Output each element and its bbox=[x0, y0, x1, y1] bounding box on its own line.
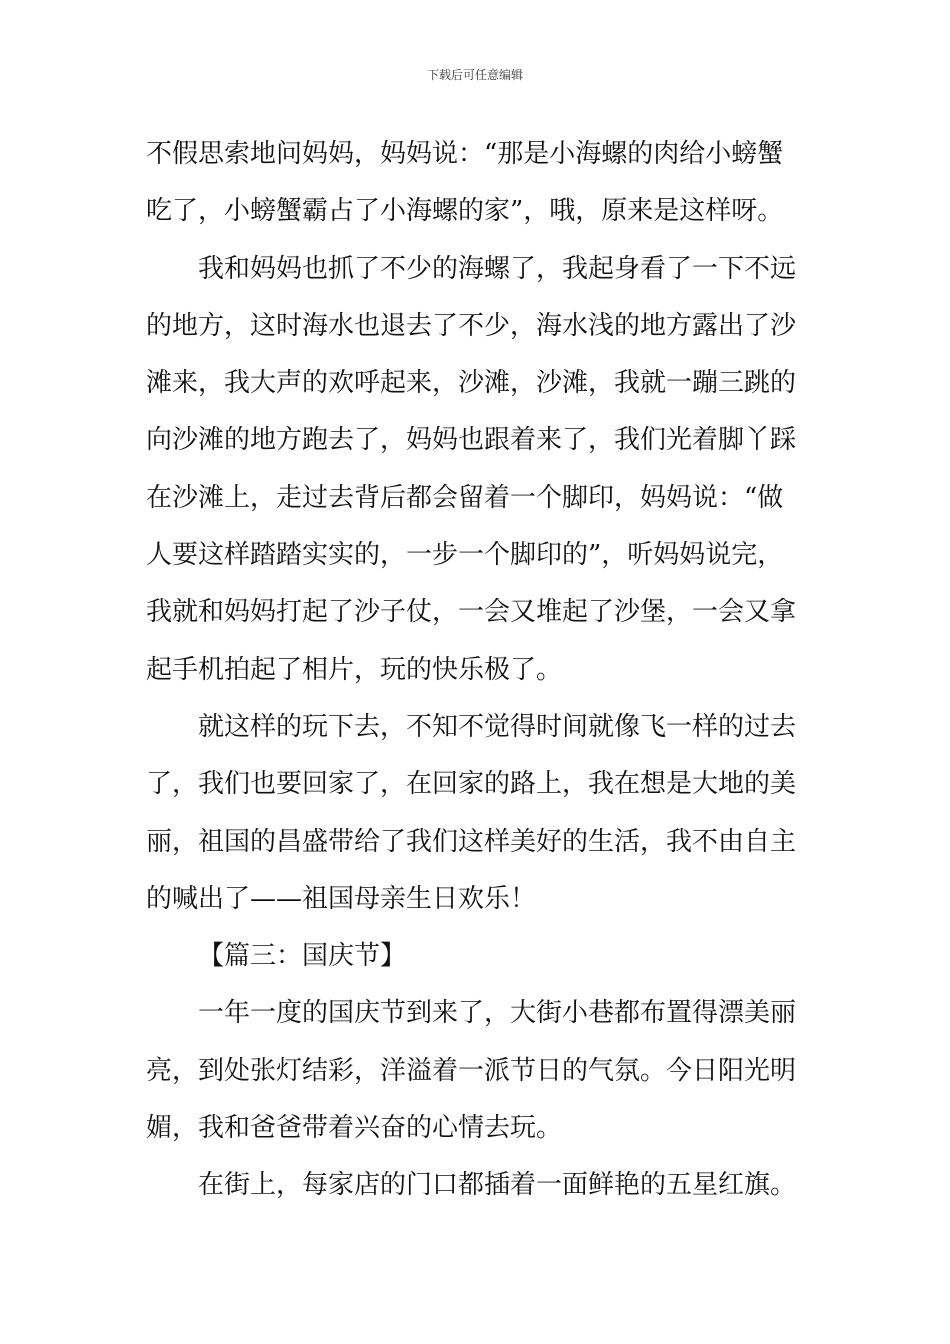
text-line: 的喊出了——祖国母亲生日欢乐！ bbox=[146, 883, 537, 914]
text-line: 在沙滩上，走过去背后都会留着一个脚印，妈妈说：“做 bbox=[146, 482, 784, 513]
text-line: 向沙滩的地方跑去了，妈妈也跟着来了，我们光着脚丫踩 bbox=[146, 425, 797, 456]
text-line: 一年一度的国庆节到来了，大街小巷都布置得漂美丽 bbox=[198, 998, 797, 1029]
text-line: 在街上，每家店的门口都插着一面鲜艳的五星红旗。 bbox=[198, 1170, 797, 1201]
text-line: 媚，我和爸爸带着兴奋的心情去玩。 bbox=[146, 1113, 563, 1144]
text-line: 的地方，这时海水也退去了不少，海水浅的地方露出了沙 bbox=[146, 310, 797, 341]
text-line: 不假思索地问妈妈，妈妈说：“那是小海螺的肉给小螃蟹 bbox=[146, 139, 784, 169]
text-line: 亮，到处张灯结彩，洋溢着一派节日的气氛。今日阳光明 bbox=[146, 1055, 797, 1086]
text-line: 滩来，我大声的欢呼起来，沙滩，沙滩，我就一蹦三跳的 bbox=[146, 368, 797, 399]
text-line: 人要这样踏踏实实的，一步一个脚印的”，听妈妈说完， bbox=[146, 540, 784, 571]
text-line: 我就和妈妈打起了沙子仗，一会又堆起了沙堡，一会又拿 bbox=[146, 597, 797, 628]
text-line: 起手机拍起了相片，玩的快乐极了。 bbox=[146, 654, 563, 685]
text-line: 就这样的玩下去，不知不觉得时间就像飞一样的过去 bbox=[198, 711, 797, 742]
text-line: 我和妈妈也抓了不少的海螺了，我起身看了一下不远 bbox=[198, 253, 797, 284]
text-line: 丽，祖国的昌盛带给了我们这样美好的生活，我不由自主 bbox=[146, 826, 797, 857]
document-body bbox=[146, 126, 810, 1215]
section-heading: 【篇三：国庆节】 bbox=[198, 941, 407, 972]
text-line: 吃了，小螃蟹霸占了小海螺的家”，哦，原来是这样呀。 bbox=[146, 196, 784, 227]
page-header: 下载后可任意编辑 bbox=[426, 68, 523, 82]
text-line: 了，我们也要回家了，在回家的路上，我在想是大地的美 bbox=[146, 769, 797, 800]
